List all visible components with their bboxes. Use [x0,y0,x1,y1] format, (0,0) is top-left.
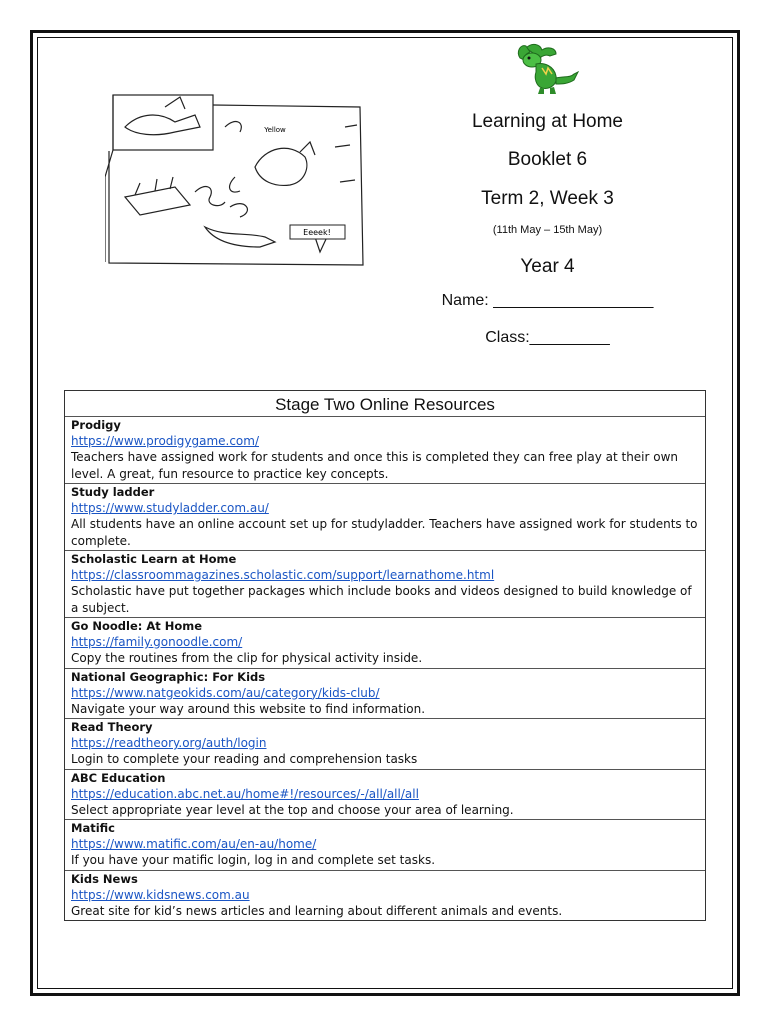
resources-heading: Stage Two Online Resources [275,395,495,414]
class-field[interactable]: Class:_________ [485,329,610,346]
resource-title: Go Noodle: At Home [71,619,203,633]
resource-link[interactable]: https://education.abc.net.au/home#!/resources/-/all/all/all [71,786,419,801]
resource-title: Study ladder [71,485,155,499]
resource-description: Scholastic have put together packages which include books and videos designed to build knowledge of a subject. [71,584,692,615]
resource-row-studyladder [65,483,705,550]
resource-title: Matific [71,821,115,835]
resource-title: Read Theory [71,720,153,734]
cartoon-caption: Yellow [264,126,286,134]
resource-link[interactable]: https://classroommagazines.scholastic.com/support/learnathome.html [71,568,495,582]
booklet-number: Booklet 6 [507,149,588,170]
resource-row-kidsnews [65,870,705,921]
resource-link[interactable]: https://www.prodigygame.com/ [71,434,259,448]
date-range: (11th May – 15th May) [492,224,603,236]
resource-row-scholastic [65,550,705,617]
resource-description: Teachers have assigned work for students and once this is completed they can free play at their own level. A great, fun resource to practice key concepts. [71,450,679,481]
resource-link[interactable]: https://www.kidsnews.com.au [71,887,250,902]
resource-description: Great site for kid’s news articles and learning about different animals and events. [71,903,563,918]
resource-description: Navigate your way around this website to find information. [71,701,426,716]
resource-row-gonoodle [65,617,705,668]
dragon-logo-icon [512,38,582,96]
resource-row-abc [65,769,705,820]
name-field[interactable]: Name: __________________ [441,292,654,309]
resource-row-prodigy [65,416,705,483]
resource-description: Login to complete your reading and comprehension tasks [71,752,418,766]
resource-description: Select appropriate year level at the top and choose your area of learning. [71,802,514,817]
resources-table [64,390,706,921]
resource-title: ABC Education [71,770,166,785]
resource-title: Prodigy [71,418,121,432]
resource-description: All students have an online account set up for studyladder. Teachers have assigned work for students to complete. [71,517,698,548]
resource-title: National Geographic: For Kids [71,669,266,684]
resource-link[interactable]: https://www.natgeokids.com/au/category/kids-club/ [71,685,380,700]
resource-link[interactable]: https://readtheory.org/auth/login [71,736,267,750]
resource-link[interactable]: https://www.matific.com/au/en-au/home/ [71,837,317,851]
resource-title: Scholastic Learn at Home [71,552,237,566]
cartoon-illustration [105,87,370,269]
term-week: Term 2, Week 3 [481,188,614,209]
cartoon-sign-text: Eeeek! [303,228,331,237]
resource-link[interactable]: https://family.gonoodle.com/ [71,635,243,649]
booklet-title: Learning at Home [471,111,624,132]
resource-row-readtheory [65,718,705,769]
resource-link[interactable]: https://www.studyladder.com.au/ [71,501,269,515]
resource-title: Kids News [71,871,138,886]
resource-description: Copy the routines from the clip for physical activity inside. [71,651,423,665]
resource-row-matific [65,819,705,870]
resource-row-natgeo [65,668,705,719]
resource-description: If you have your matific login, log in and complete set tasks. [71,853,436,867]
year-level: Year 4 [520,256,575,277]
